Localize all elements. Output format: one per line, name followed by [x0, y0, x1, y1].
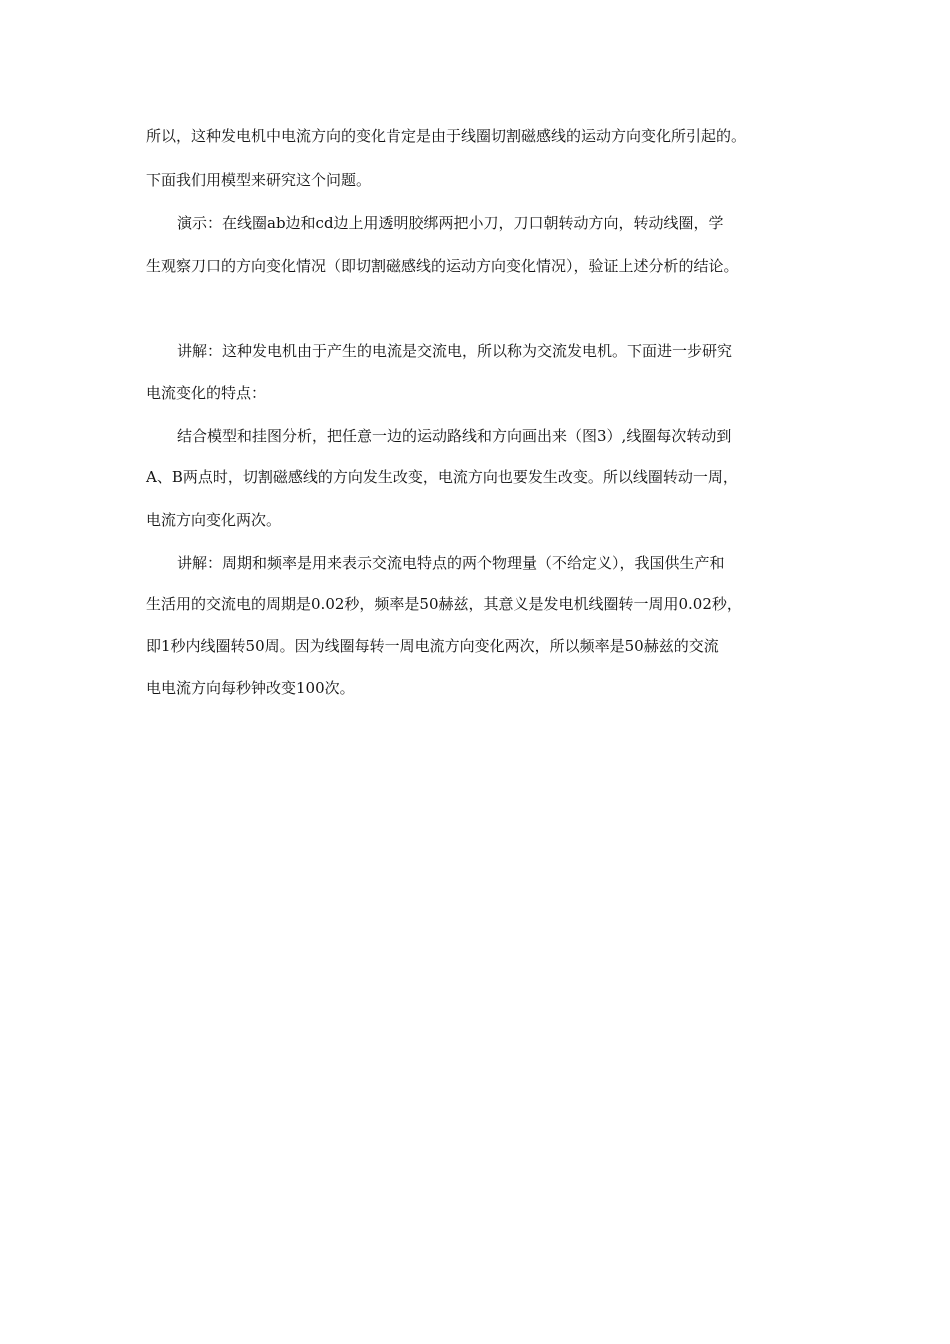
text-line: 生活用的交流电的周期是0.02秒，频率是50赫兹，其意义是发电机线圈转一周用0.02秒， [146, 595, 742, 613]
text-line: 讲解：这种发电机由于产生的电流是交流电，所以称为交流发电机。下面进一步研究 [177, 342, 733, 360]
text-line: 下面我们用模型来研究这个问题。 [146, 171, 372, 189]
text-line: 讲解：周期和频率是用来表示交流电特点的两个物理量（不给定义），我国供生产和 [177, 554, 725, 572]
text-line: 电流方向变化两次。 [146, 511, 282, 529]
text-line: 所以，这种发电机中电流方向的变化肯定是由于线圈切割磁感线的运动方向变化所引起的。 [146, 127, 747, 145]
text-line: 演示：在线圈ab边和cd边上用透明胶绑两把小刀，刀口朝转动方向，转动线圈，学 [177, 214, 724, 232]
text-line: 生观察刀口的方向变化情况（即切割磁感线的运动方向变化情况），验证上述分析的结论。 [146, 257, 739, 275]
text-line: 结合模型和挂图分析，把任意一边的运动路线和方向画出来（图3）,线圈每次转动到 [177, 427, 732, 445]
text-line: 电电流方向每秒钟改变100次。 [146, 679, 355, 697]
text-line: 电流变化的特点： [146, 384, 267, 402]
text-line: A、B两点时，切割磁感线的方向发生改变，电流方向也要发生改变。所以线圈转动一周， [146, 468, 738, 486]
text-line: 即1秒内线圈转50周。因为线圈每转一周电流方向变化两次，所以频率是50赫兹的交流 [146, 637, 719, 655]
